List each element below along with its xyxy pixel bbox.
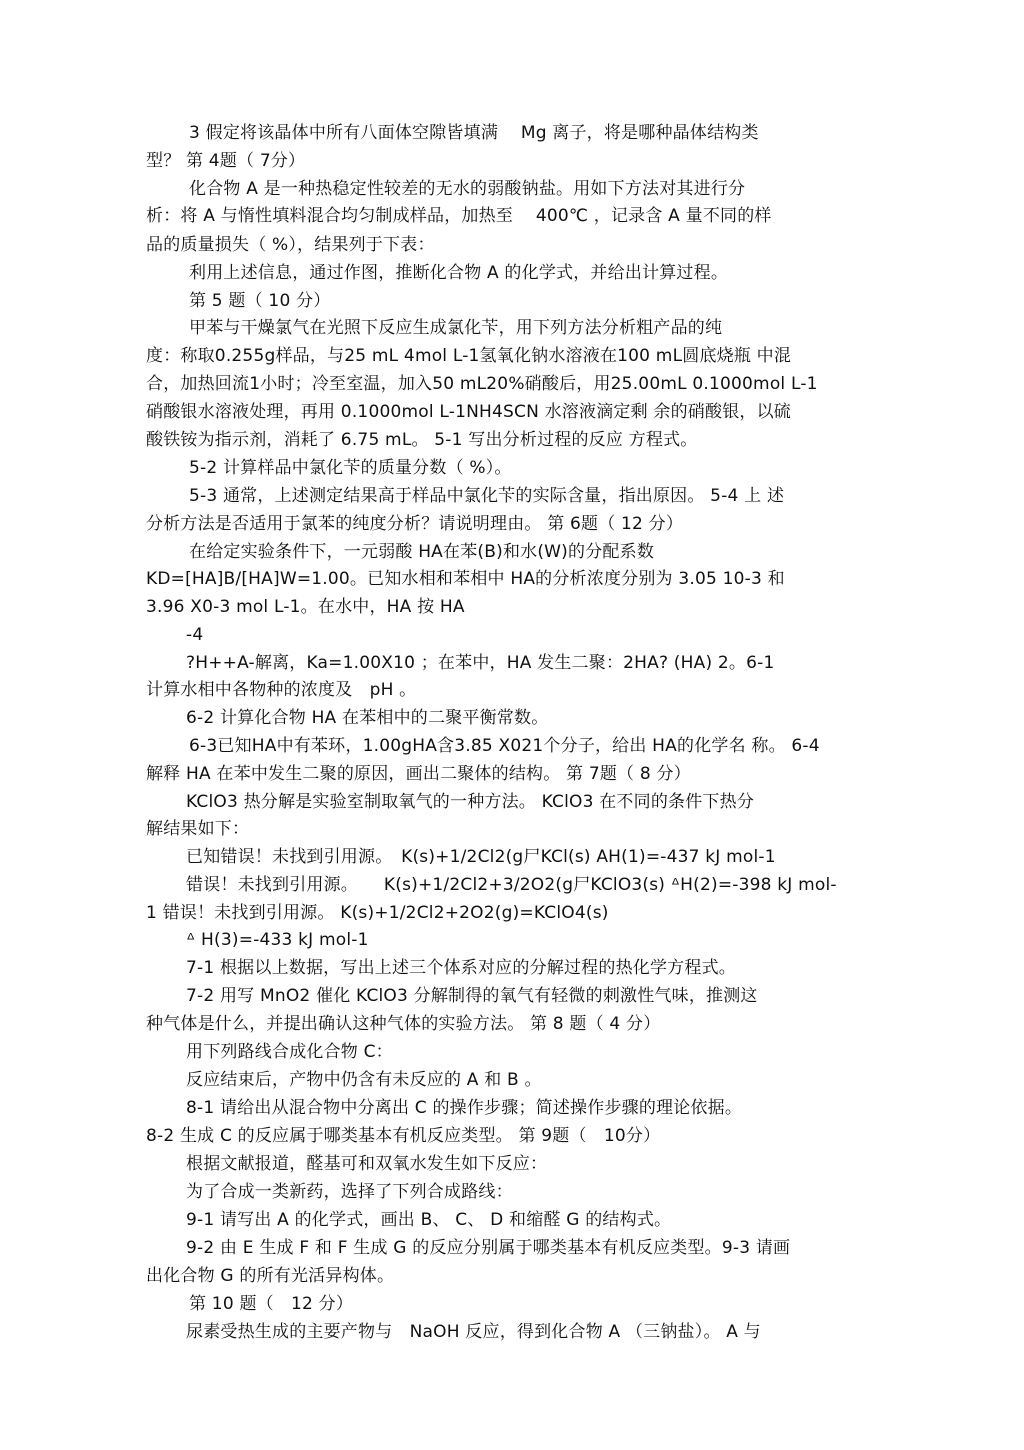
text-line: 8-2 生成 C 的反应属于哪类基本有机反应类型。 第 9题（ 10分） — [146, 1126, 661, 1146]
text-line: 在给定实验条件下，一元弱酸 HA在苯(B)和水(W)的分配系数 — [189, 542, 655, 562]
section-heading: 第 5 题（ 10 分） — [189, 291, 331, 311]
text-line: 为了合成一类新药，选择了下列合成路线： — [186, 1182, 513, 1202]
text-line: 反应结束后，产物中仍含有未反应的 A 和 B 。 — [186, 1070, 542, 1090]
text-line: 度：称取0.255g样品，与25 mL 4mol L-1氢氧化钠水溶液在100 mL圆底烧瓶 中混 — [146, 346, 792, 366]
text-line: 甲苯与干燥氯气在光照下反应生成氯化苄，用下列方法分析粗产品的纯 — [189, 318, 723, 338]
text-line: 7-2 用写 MnO2 催化 KClO3 分解制得的氧气有轻微的刺激性气味，推测这 — [186, 986, 758, 1006]
text-line: 硝酸银水溶液处理，再用 0.1000mol L-1NH4SCN 水溶液滴定剩 余的硝酸银，以硫 — [146, 402, 791, 422]
text-line: 9-2 由 E 生成 F 和 F 生成 G 的反应分别属于哪类基本有机反应类型。9-3 请画 — [186, 1238, 791, 1258]
text-line: -4 — [186, 625, 204, 645]
text-line: 解结果如下： — [146, 819, 250, 839]
text-line: 7-1 根据以上数据，写出上述三个体系对应的分解过程的热化学方程式。 — [186, 958, 736, 978]
text-line: 5-3 通常，上述测定结果高于样品中氯化苄的实际含量，指出原因。 5-4 上 述 — [189, 486, 785, 506]
text-line: 出化合物 G 的所有光活异构体。 — [146, 1266, 395, 1286]
text-line: 错误！未找到引用源。 K(s)+1/2Cl2+3/2O2(g尸KClO3(s) ᐞH(2)=-398 kJ mol- — [186, 875, 837, 895]
text-line: 1 错误！未找到引用源。 K(s)+1/2Cl2+2O2(g)=KClO4(s) — [146, 903, 609, 923]
text-line: ?H++A-解离，Ka=1.00X10 ；在苯中，HA 发生二聚：2HA? (HA) 2。6-1 — [186, 653, 775, 673]
text-line: 品的质量损失（ %），结果列于下表： — [146, 235, 435, 255]
text-line: 酸铁铵为指示剂，消耗了 6.75 mL。 5-1 写出分析过程的反应 方程式。 — [146, 430, 698, 450]
text-line: 尿素受热生成的主要产物与 NaOH 反应，得到化合物 A （三钠盐）。 A 与 — [186, 1322, 761, 1342]
text-line: 种气体是什么，并提出确认这种气体的实验方法。 第 8 题（ 4 分） — [146, 1014, 661, 1034]
text-line: 析：将 A 与惰性填料混合均匀制成样品，加热至 400℃ ，记录含 A 量不同的样 — [146, 206, 772, 226]
text-line: 型？ 第 4题（ 7分） — [146, 151, 306, 171]
text-line: 利用上述信息，通过作图，推断化合物 A 的化学式，并给出计算过程。 — [189, 263, 729, 283]
text-line: 6-2 计算化合物 HA 在苯相中的二聚平衡常数。 — [186, 708, 549, 728]
text-line: 8-1 请给出从混合物中分离出 C 的操作步骤；简述操作步骤的理论依据。 — [186, 1098, 743, 1118]
text-line: 6-3已知HA中有苯环，1.00gHA含3.85 X021个分子，给出 HA的化学名 称。 6-4 — [189, 736, 820, 756]
text-line: 3.96 X0-3 mol L-1。在水中，HA 按 HA — [146, 597, 465, 617]
text-line: 3 假定将该晶体中所有八面体空隙皆填满 Mg 离子，将是哪种晶体结构类 — [189, 123, 759, 143]
text-line: 解释 HA 在苯中发生二聚的原因，画出二聚体的结构。 第 7题（ 8 分） — [146, 764, 691, 784]
text-line: 已知错误！未找到引用源。 K(s)+1/2Cl2(g尸KCl(s) AH(1)=-437 kJ mol-1 — [186, 847, 776, 867]
text-line: ᐞ H(3)=-433 kJ mol-1 — [186, 930, 369, 950]
text-line: 9-1 请写出 A 的化学式，画出 B、 C、 D 和缩醛 G 的结构式。 — [186, 1210, 672, 1230]
text-line: 化合物 A 是一种热稳定性较差的无水的弱酸钠盐。用如下方法对其进行分 — [189, 179, 746, 199]
text-line: 计算水相中各物种的浓度及 pH 。 — [146, 680, 417, 700]
text-line: KD=[HA]B/[HA]W=1.00。已知水相和苯相中 HA的分析浓度分别为 3.05 10-3 和 — [146, 569, 785, 589]
text-line: 合，加热回流1小时；冷至室温，加入50 mL20%硝酸后，用25.00mL 0.1000mol L-1 — [146, 374, 818, 394]
text-line: 分析方法是否适用于氯苯的纯度分析？请说明理由。 第 6题（ 12 分） — [146, 514, 684, 534]
text-line: 用下列路线合成化合物 C： — [186, 1042, 393, 1062]
text-line: 5-2 计算样品中氯化苄的质量分数（ %）。 — [189, 458, 512, 478]
text-line: KClO3 热分解是实验室制取氧气的一种方法。 KClO3 在不同的条件下热分 — [186, 792, 755, 812]
section-heading: 第 10 题（ 12 分） — [189, 1294, 354, 1314]
text-line: 根据文献报道，醛基可和双氧水发生如下反应： — [186, 1154, 548, 1174]
